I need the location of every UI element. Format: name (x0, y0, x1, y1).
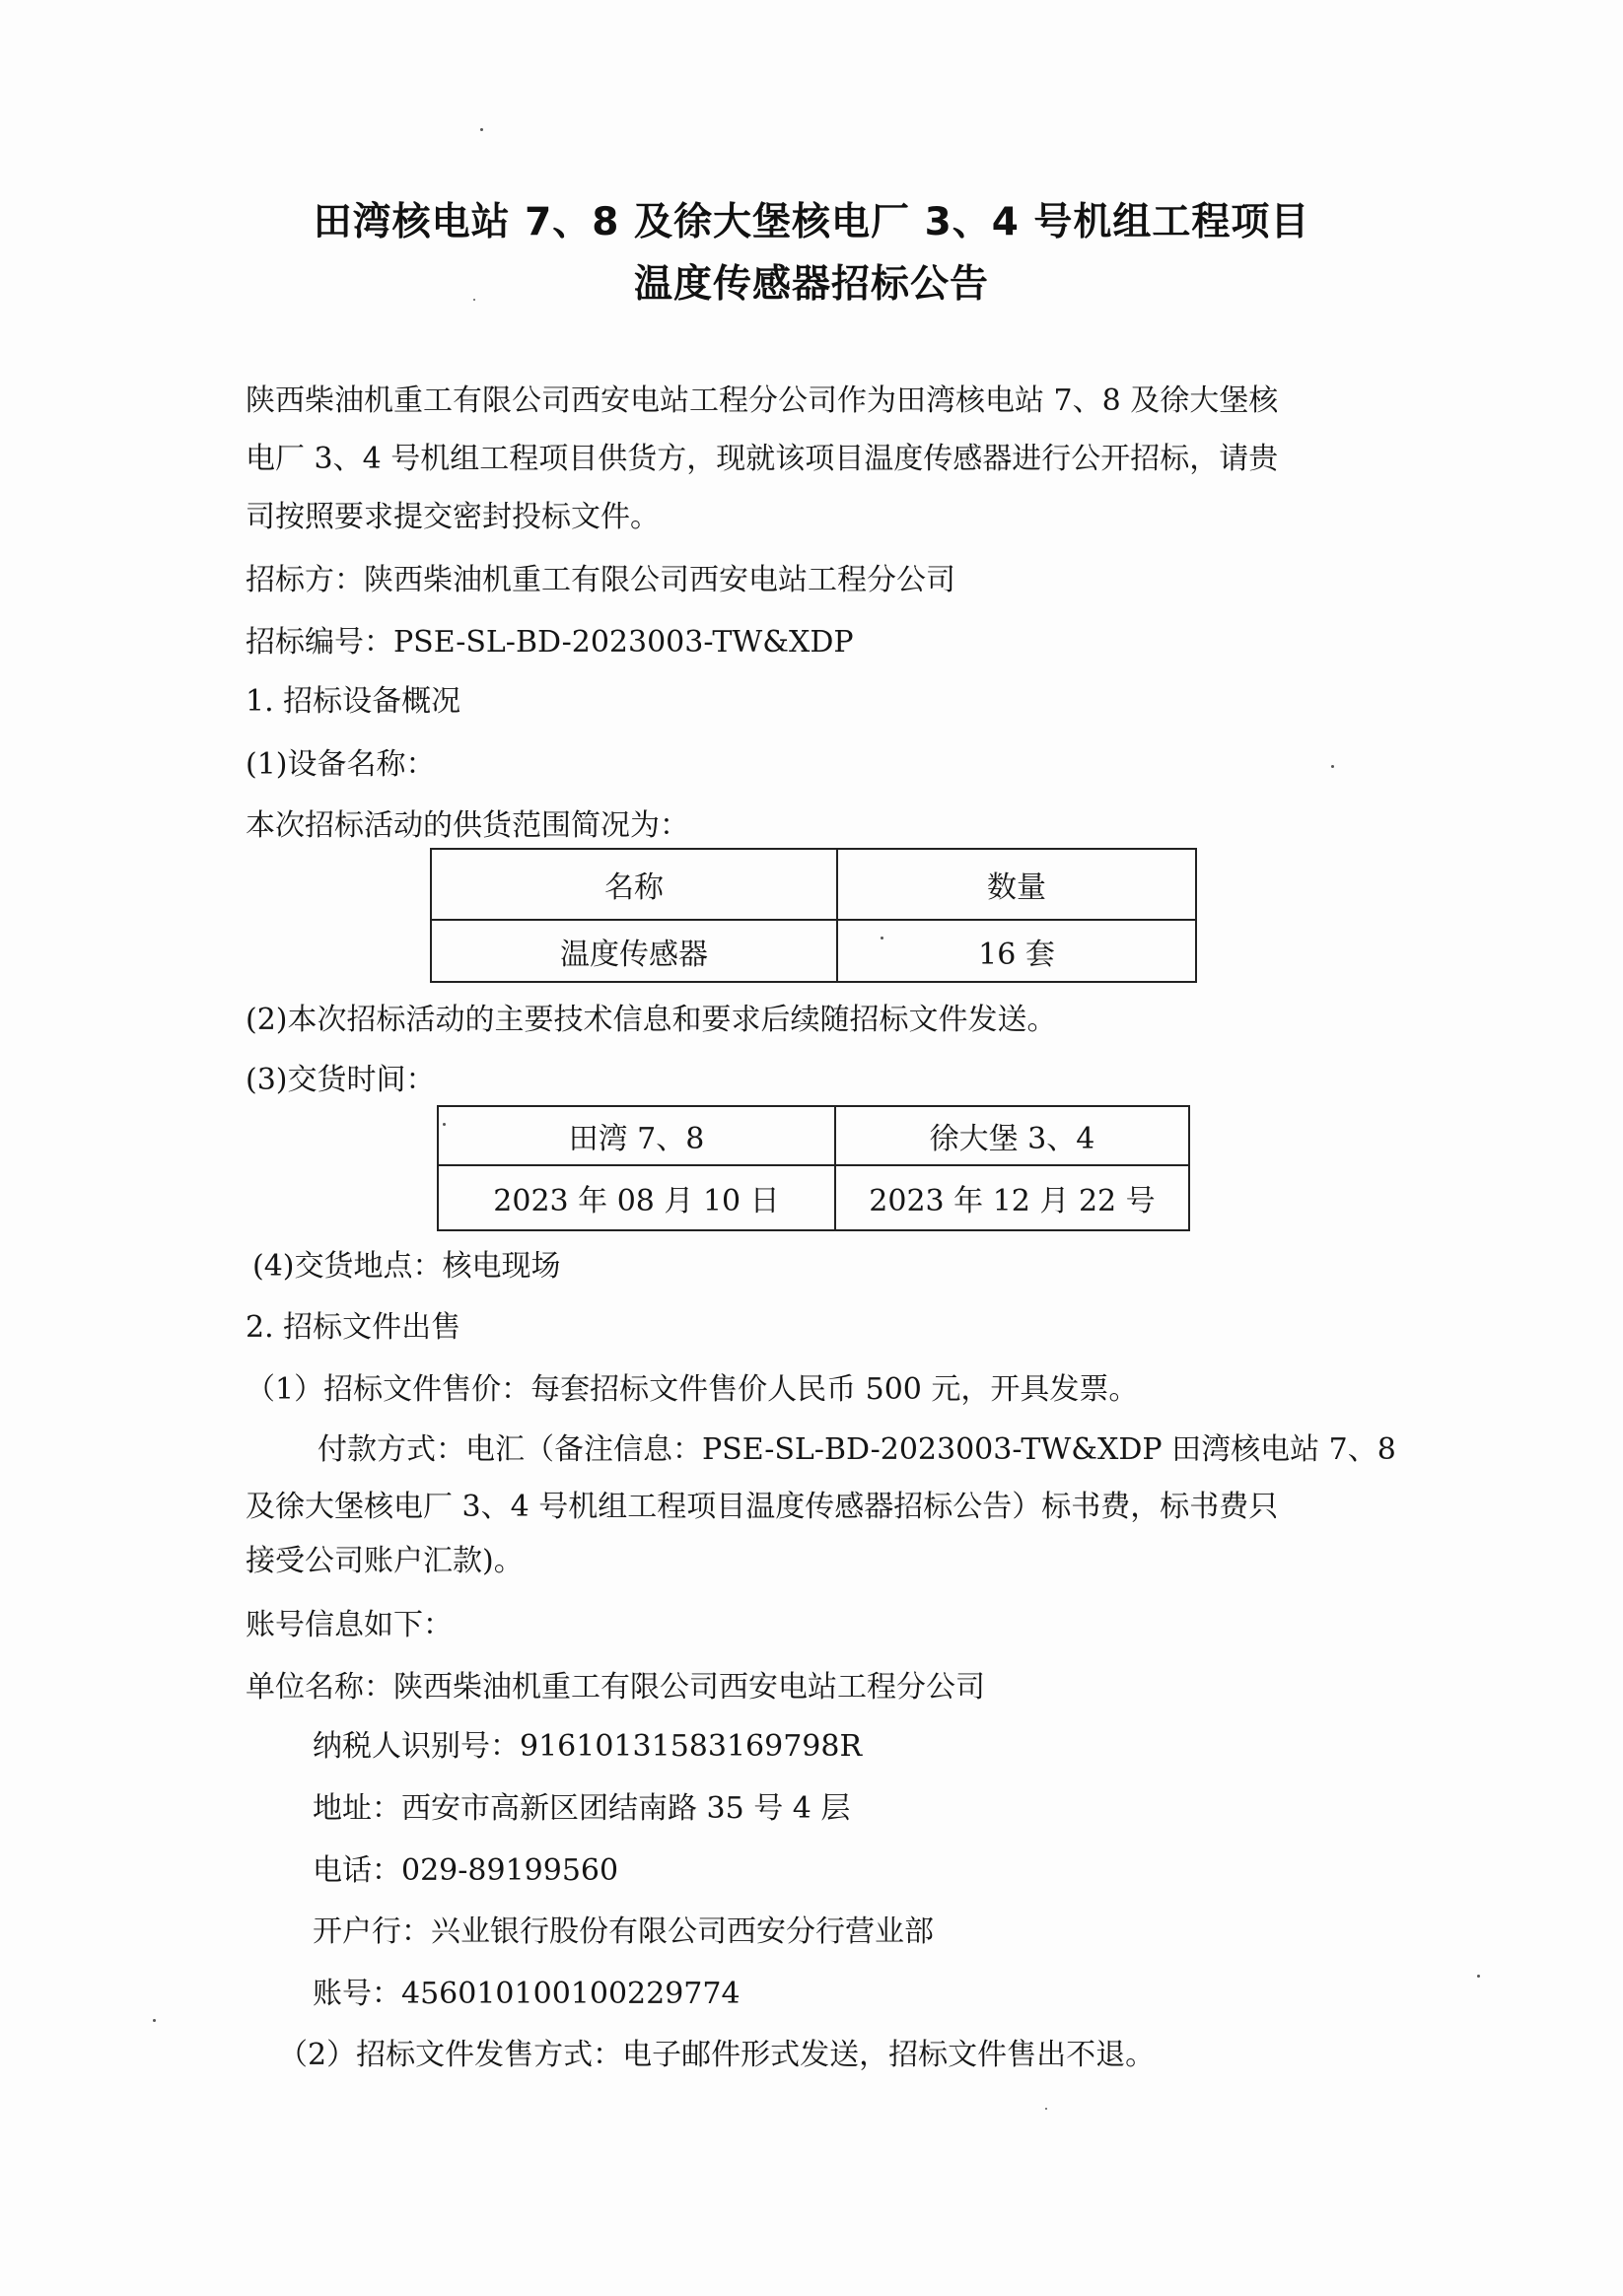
payment-line-3: 接受公司账户汇款)。 (246, 1544, 524, 1578)
scan-speck (443, 1123, 446, 1126)
payment-line-1: 付款方式：电汇（备注信息：PSE-SL-BD-2023003-TW&XDP 田湾核电站 7、8 (318, 1432, 1396, 1467)
address: 地址：西安市高新区团结南路 35 号 4 层 (313, 1791, 851, 1826)
scan-speck (1045, 2108, 1047, 2110)
supply-header-name: 名称 (431, 849, 837, 920)
delivery-table-row (438, 1165, 1189, 1230)
document-price: （1）招标文件售价：每套招标文件售价人民币 500 元，开具发票。 (246, 1372, 1139, 1407)
tax-id: 纳税人识别号：91610131583169798R (313, 1729, 863, 1764)
bank: 开户行：兴业银行股份有限公司西安分行营业部 (313, 1914, 934, 1949)
supply-scope-table (430, 848, 1197, 983)
intro-line-3: 司按照要求提交密封投标文件。 (246, 500, 660, 534)
scan-speck (153, 2019, 156, 2022)
tenderer: 招标方：陕西柴油机重工有限公司西安电站工程分公司 (246, 563, 955, 597)
tender-number: 招标编号：PSE-SL-BD-2023003-TW&XDP (246, 625, 854, 660)
supply-header-quantity: 数量 (837, 849, 1196, 920)
phone: 电话：029-89199560 (313, 1853, 619, 1888)
sale-method: （2）招标文件发售方式：电子邮件形式发送，招标文件售出不退。 (278, 2038, 1156, 2072)
delivery-table-header-row (438, 1106, 1189, 1165)
account-number: 账号：456010100100229774 (313, 1977, 741, 2011)
document-title-line-1: 田湾核电站 7、8 及徐大堡核电厂 3、4 号机组工程项目 (313, 200, 1310, 244)
scan-speck (1331, 765, 1334, 768)
technical-info-note: (2)本次招标活动的主要技术信息和要求后续随招标文件发送。 (246, 1003, 1057, 1037)
supply-table-header-row (431, 849, 1196, 920)
scan-speck (480, 128, 483, 131)
delivery-date-xudabao: 2023 年 12 月 22 号 (835, 1165, 1189, 1230)
unit-name: 单位名称：陕西柴油机重工有限公司西安电站工程分公司 (246, 1670, 985, 1705)
delivery-date-tianwan: 2023 年 08 月 10 日 (438, 1165, 835, 1230)
delivery-location: (4)交货地点：核电现场 (252, 1249, 561, 1284)
section-1-heading: 1. 招标设备概况 (246, 684, 461, 719)
delivery-time-label: (3)交货时间： (246, 1063, 436, 1097)
scan-speck (473, 299, 475, 301)
delivery-time-table (437, 1105, 1190, 1231)
scan-speck (1477, 1975, 1480, 1978)
supply-scope-intro: 本次招标活动的供货范围简况为： (246, 808, 689, 843)
supply-cell-name: 温度传感器 (431, 920, 837, 982)
delivery-header-tianwan: 田湾 7、8 (438, 1106, 835, 1165)
account-info-heading: 账号信息如下： (246, 1608, 453, 1642)
supply-cell-quantity: 16 套 (837, 920, 1196, 982)
equipment-name-label: (1)设备名称： (246, 747, 436, 782)
intro-line-2: 电厂 3、4 号机组工程项目供货方，现就该项目温度传感器进行公开招标，请贵 (246, 442, 1279, 476)
scan-speck (881, 937, 883, 939)
intro-line-1: 陕西柴油机重工有限公司西安电站工程分公司作为田湾核电站 7、8 及徐大堡核 (246, 383, 1279, 418)
delivery-header-xudabao: 徐大堡 3、4 (835, 1106, 1189, 1165)
supply-table-row (431, 920, 1196, 982)
payment-line-2: 及徐大堡核电厂 3、4 号机组工程项目温度传感器招标公告）标书费，标书费只 (246, 1490, 1279, 1524)
section-2-heading: 2. 招标文件出售 (246, 1310, 461, 1345)
document-title-line-2: 温度传感器招标公告 (633, 262, 989, 307)
